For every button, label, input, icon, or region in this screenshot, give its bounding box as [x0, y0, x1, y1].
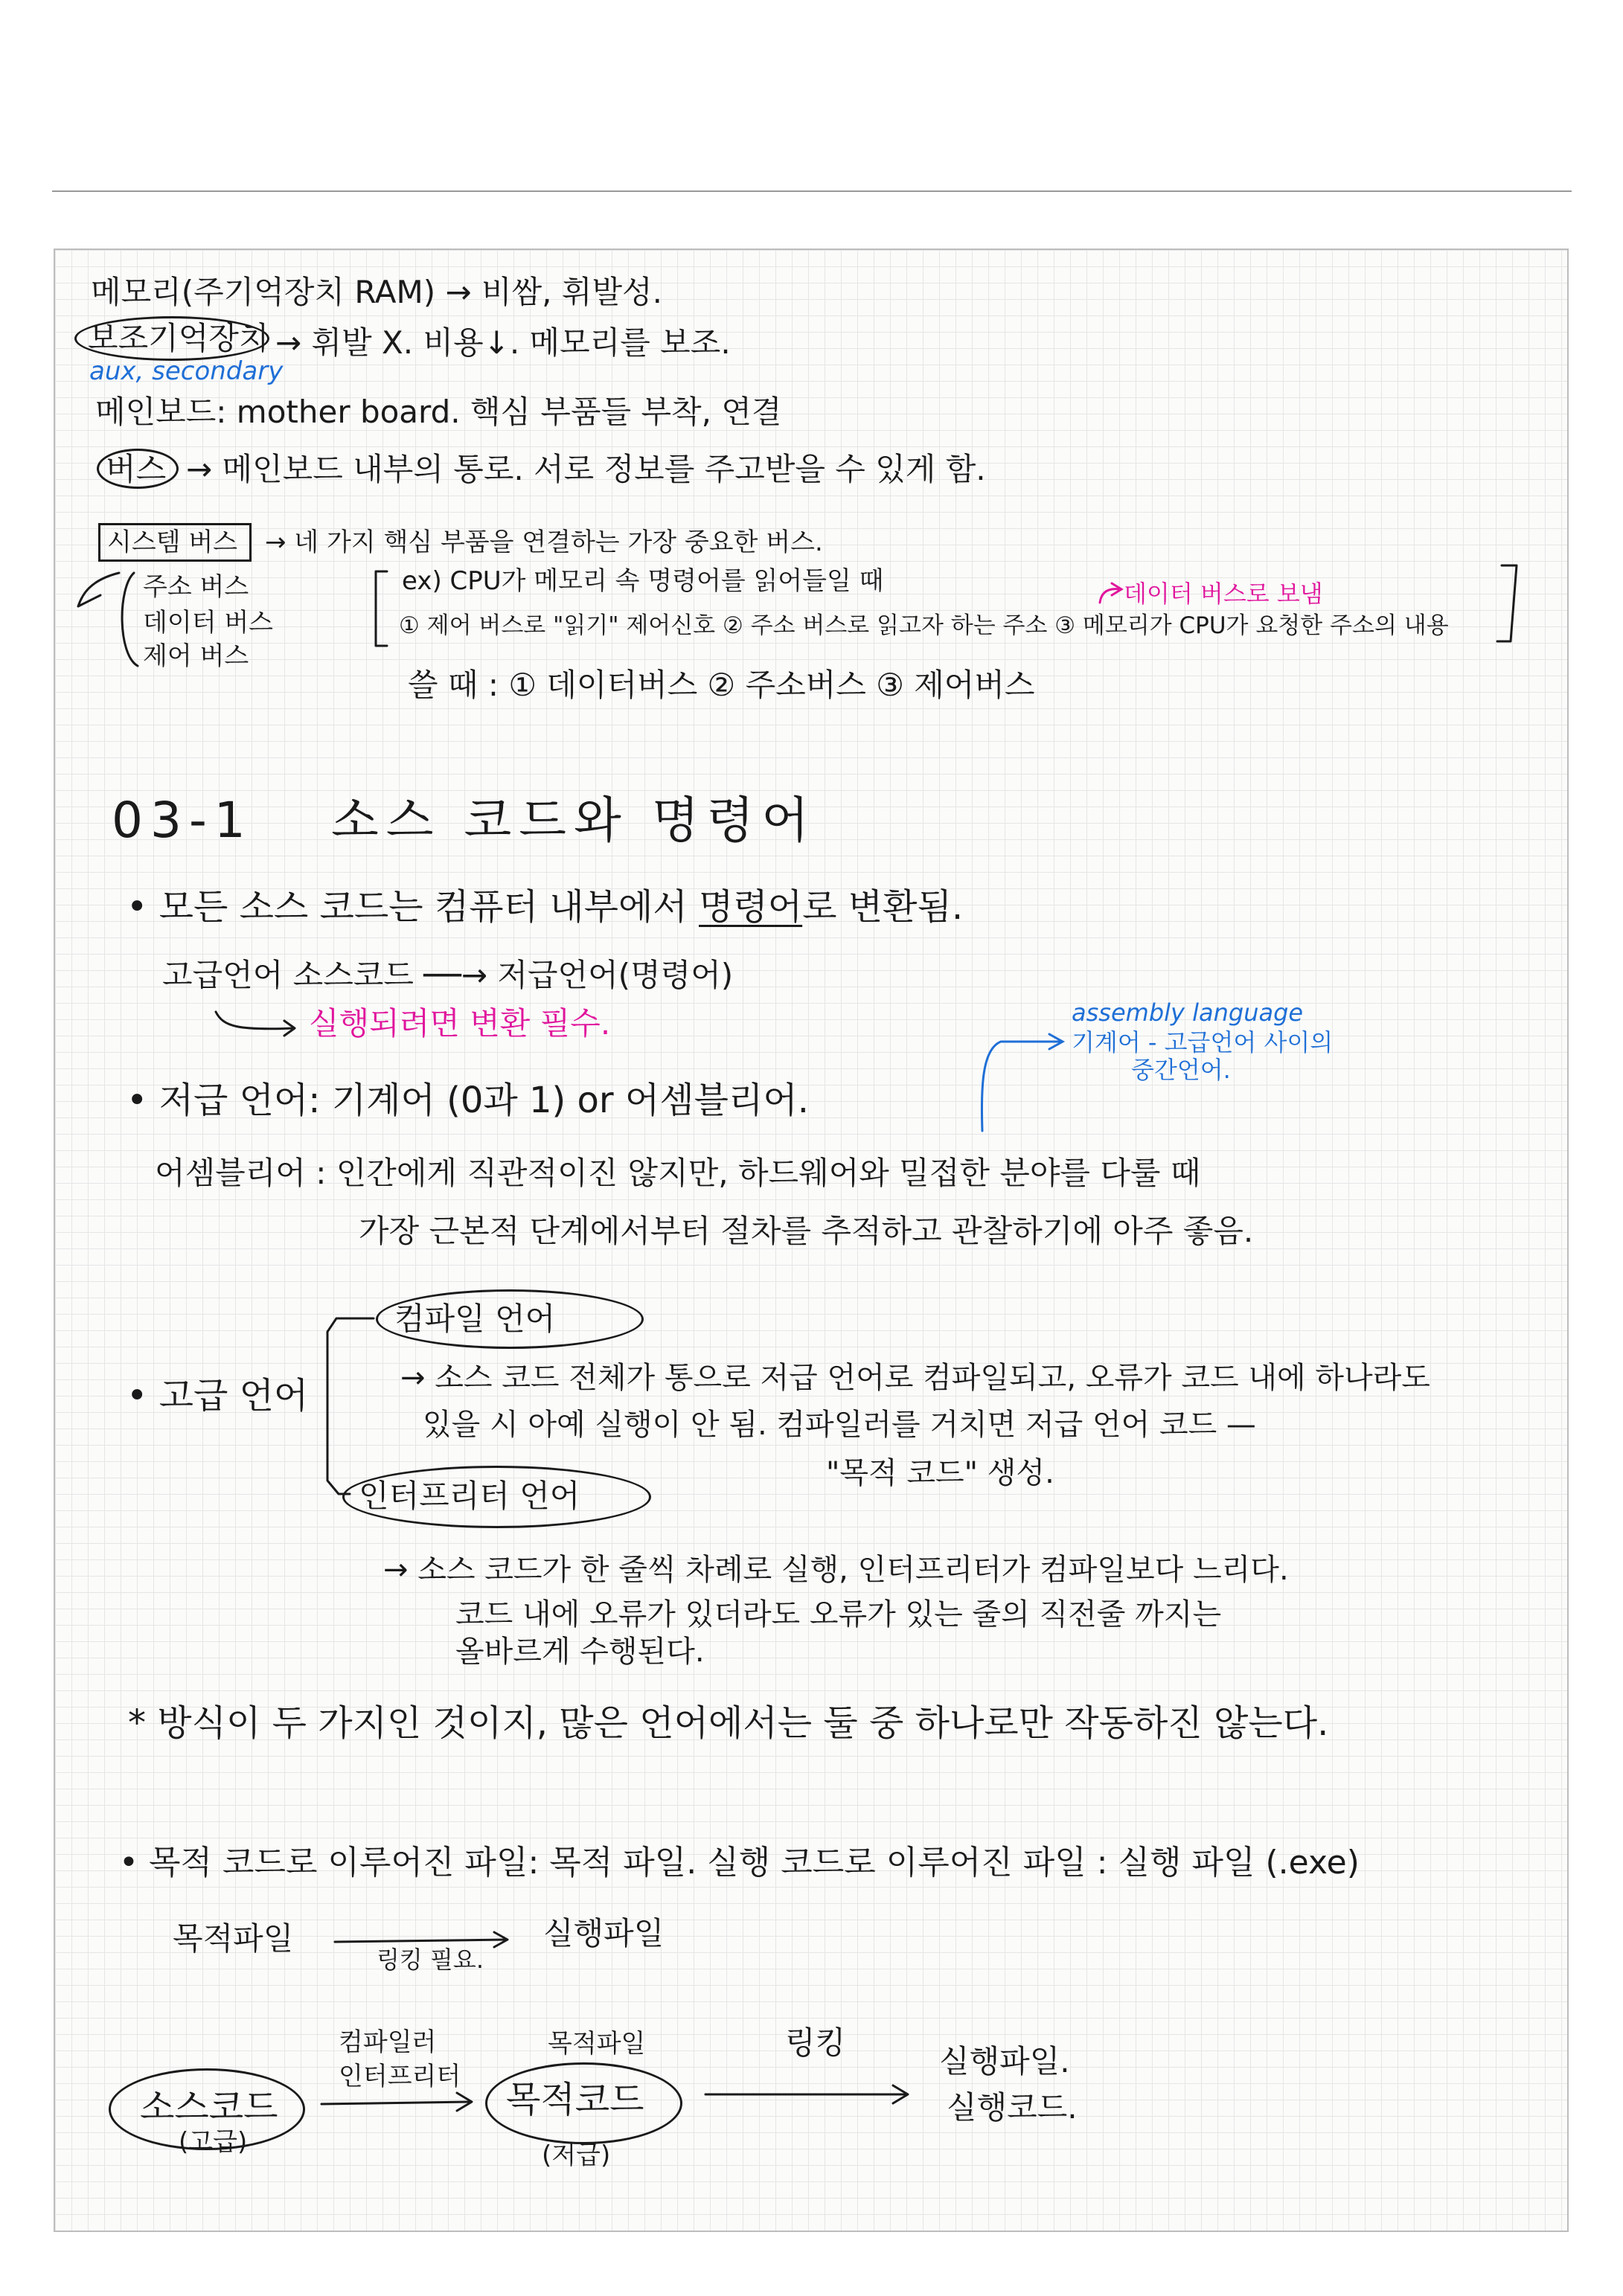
- star-note: * 방식이 두 가지인 것이지, 많은 언어에서는 둘 중 하나로만 작동하진 않는다.: [128, 1702, 1329, 1744]
- write-order: 쓸 때 : ① 데이터버스 ② 주소버스 ③ 제어버스: [408, 667, 1035, 703]
- compile-desc-2: 있을 시 아예 실행이 안 됨. 컴파일러를 거치면 저급 언어 코드 —: [423, 1408, 1256, 1442]
- example-pink-note: 데이터 버스로 보냄: [1124, 580, 1323, 608]
- interpreter-desc-1: → 소스 코드가 한 줄씩 차례로 실행, 인터프리터가 컴파일보다 느리다.: [383, 1553, 1289, 1587]
- assembly-note-2: 기계어 - 고급언어 사이의: [1072, 1028, 1334, 1056]
- flow-source-sub: (고급): [179, 2127, 248, 2157]
- flow-object-sub: (저급): [542, 2141, 611, 2170]
- keyword-instruction: 명령어: [699, 886, 803, 928]
- assembly-desc-1: 어셈블리어 : 인간에게 직관적이진 않지만, 하드웨어와 밀접한 분야를 다룰 때: [155, 1155, 1201, 1191]
- interpreter-desc-3: 올바르게 수행된다.: [455, 1635, 705, 1669]
- section-number: 03-1: [112, 792, 253, 849]
- bullet-all-source-code: • 모든 소스 코드는 컴퓨터 내부에서 명령어로 변환됨.: [127, 886, 964, 928]
- compile-desc-1: → 소스 코드 전체가 통으로 저급 언어로 컴파일되고, 오류가 코드 내에 하나라도: [400, 1361, 1430, 1395]
- flow-source-code: 소스코드: [140, 2086, 278, 2128]
- example-line-2: ① 제어 버스로 "읽기" 제어신호 ② 주소 버스로 읽고자 하는 주소 ③ 메모리가 CPU가 요청한 주소의 내용: [399, 612, 1449, 639]
- conversion-required: 실행되려면 변환 필수.: [309, 1005, 611, 1042]
- note-system-bus-desc: → 네 가지 핵심 부품을 연결하는 가장 중요한 버스.: [265, 527, 823, 557]
- compile-desc-3: "목적 코드" 생성.: [826, 1456, 1054, 1490]
- bullet-object-file: • 목적 코드로 이루어진 파일: 목적 파일. 실행 코드로 이루어진 파일 : 실행 파일 (.exe): [119, 1844, 1360, 1882]
- flow-compiler-label: 컴파일러: [339, 2027, 437, 2057]
- note-aux-storage-word: 보조기억장치: [88, 320, 269, 356]
- header-rule: [52, 190, 1572, 192]
- bullet-low-level-language: • 저급 언어: 기계어 (0과 1) or 어셈블리어.: [127, 1080, 809, 1121]
- bus-list-control: 제어 버스: [143, 641, 249, 671]
- flow-object-code: 목적코드: [506, 2079, 644, 2120]
- flow-exe-code: 실행코드.: [947, 2089, 1078, 2126]
- interpreter-language-word: 인터프리터 언어: [359, 1478, 580, 1514]
- bus-list-address: 주소 버스: [143, 572, 249, 602]
- note-line-memory: 메모리(주기억장치 RAM) → 비쌈, 휘발성.: [91, 274, 662, 310]
- note-bus-desc: → 메인보드 내부의 통로. 서로 정보를 주고받을 수 있게 함.: [186, 451, 986, 487]
- note-aux-storage-desc: → 휘발 X. 비용↓. 메모리를 보조.: [275, 324, 731, 361]
- assembly-note-1: assembly language: [1072, 998, 1304, 1027]
- section-title: 소스 코드와 명령어: [331, 792, 817, 849]
- example-line-1: ex) CPU가 메모리 속 명령어를 읽어들일 때: [402, 566, 884, 596]
- note-aux-english: aux, secondary: [89, 356, 284, 386]
- conversion-line: 고급언어 소스코드 ──→ 저급언어(명령어): [162, 957, 734, 993]
- bullet-high-level-language: • 고급 언어: [127, 1375, 309, 1417]
- flow-interpreter-label: 인터프리터: [339, 2062, 461, 2091]
- assembly-desc-2: 가장 근본적 단계에서부터 절차를 추적하고 관찰하기에 아주 좋음.: [359, 1213, 1254, 1249]
- flow-linking-label: 링킹: [785, 2024, 846, 2061]
- assembly-note-3: 중간언어.: [1131, 1056, 1231, 1084]
- note-system-bus-word: 시스템 버스: [107, 527, 238, 557]
- interpreter-desc-2: 코드 내에 오류가 있더라도 오류가 있는 줄의 직전줄 까지는: [455, 1597, 1222, 1632]
- bus-list-data: 데이터 버스: [143, 608, 274, 638]
- compile-language-word: 컴파일 언어: [394, 1301, 556, 1337]
- note-mainboard: 메인보드: mother board. 핵심 부품들 부착, 연결: [95, 394, 782, 430]
- link-to: 실행파일: [543, 1915, 665, 1952]
- flow-object-file-label: 목적파일: [548, 2029, 646, 2059]
- link-from: 목적파일: [173, 1920, 294, 1957]
- note-bus-word: 버스: [106, 451, 167, 487]
- link-label: 링킹 필요.: [377, 1946, 484, 1974]
- flow-exe-file: 실행파일.: [939, 2043, 1070, 2079]
